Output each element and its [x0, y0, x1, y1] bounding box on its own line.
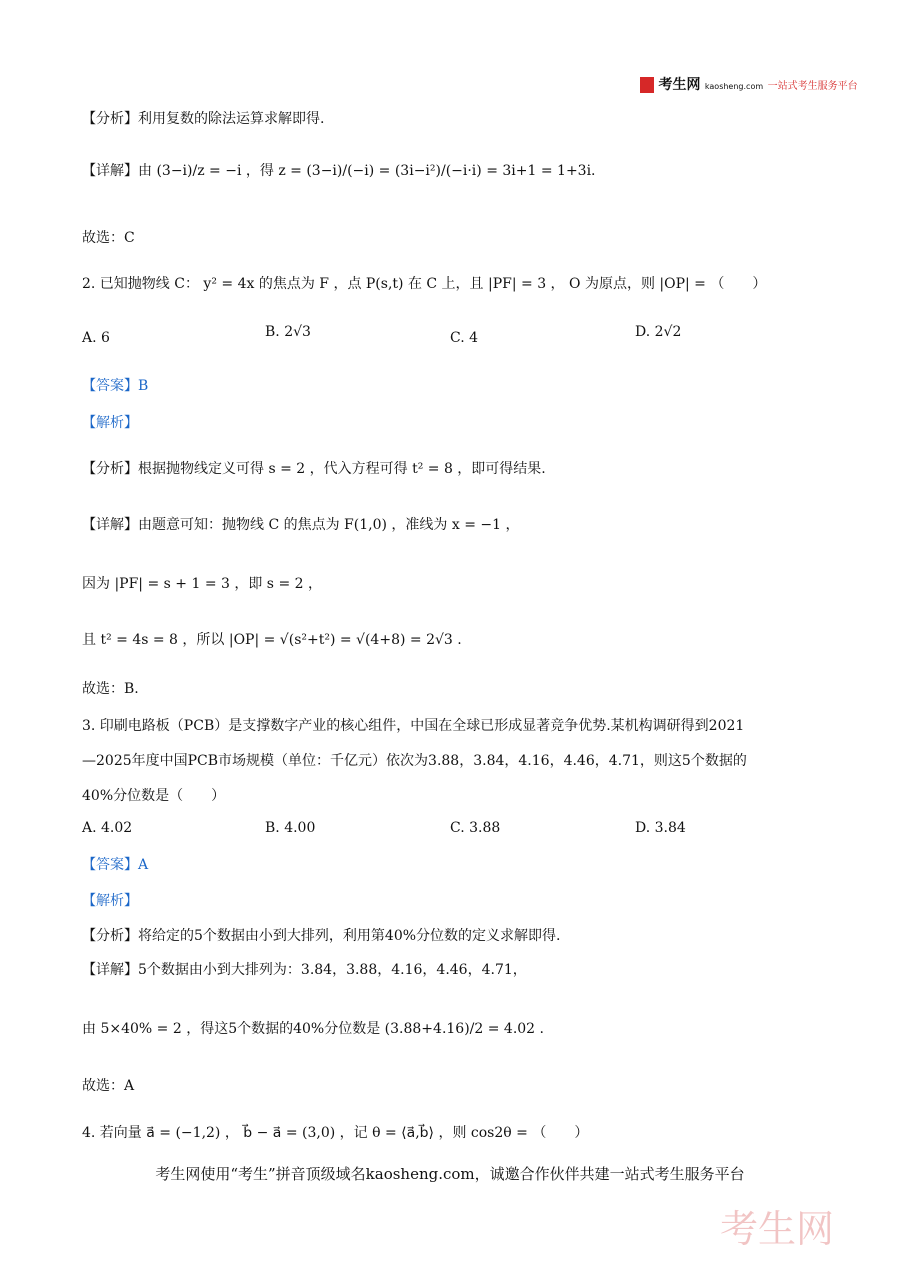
q2-analysis: 【分析】根据抛物线定义可得 s = 2 ，代入方程可得 t² = 8 ，即可得结果. — [82, 461, 546, 477]
logo-en: kaosheng.com — [704, 82, 764, 91]
q2-detail-1: 【详解】由题意可知：抛物线 C 的焦点为 F(1,0) ，准线为 x = −1 ， — [82, 517, 520, 533]
q3-line-2: —2025年度中国PCB市场规模（单位：千亿元）依次为3.88，3.84，4.16，4.46，4.71，则这5个数据的 — [82, 753, 747, 769]
q3-detail-2: 由 5×40% = 2 ，得这5个数据的40%分位数是 (3.88+4.16)/2 = 4.02 . — [82, 1021, 544, 1037]
q2-option-a: A. 6 — [82, 330, 110, 346]
question-2: 2. 已知抛物线 C： y² = 4x 的焦点为 F ，点 P(s,t) 在 C 上，且 |PF| = 3 ， O 为原点，则 |OP| = （ ） — [82, 276, 767, 292]
q3-answer-tag: 【答案】A — [82, 857, 149, 873]
q3-option-d: D. 3.84 — [635, 820, 686, 836]
q2-answer-tag: 【答案】B — [82, 378, 149, 394]
q3-option-a: A. 4.02 — [82, 820, 133, 836]
q2-option-d: D. 2√2 — [635, 324, 682, 340]
q3-choice: 故选：A — [82, 1078, 135, 1094]
q3-option-b: B. 4.00 — [265, 820, 316, 836]
q3-line-3: 40%分位数是（ ） — [82, 788, 226, 804]
logo-mark-icon — [640, 77, 654, 93]
q3-analysis: 【分析】将给定的5个数据由小到大排列，利用第40%分位数的定义求解即得. — [82, 928, 561, 944]
q3-line-1: 3. 印刷电路板（PCB）是支撑数字产业的核心组件，中国在全球已形成显著竞争优势.某机构调研得到2021 — [82, 718, 745, 734]
analysis-line: 【分析】利用复数的除法运算求解即得. — [82, 111, 325, 127]
q2-detail-2: 因为 |PF| = s + 1 = 3 ，即 s = 2 ， — [82, 576, 322, 592]
q3-solution-tag: 【解析】 — [82, 893, 138, 909]
detail-line: 【详解】由 (3−i)/z = −i ，得 z = (3−i)/(−i) = (3i−i²)/(−i·i) = 3i+1 = 1+3i. — [82, 163, 596, 179]
watermark: 考生网 — [720, 1207, 835, 1251]
q3-detail-1: 【详解】5个数据由小到大排列为：3.84，3.88，4.16，4.46，4.71， — [82, 962, 527, 978]
q2-option-c: C. 4 — [450, 330, 479, 346]
answer-line: 故选：C — [82, 230, 135, 246]
q3-option-c: C. 3.88 — [450, 820, 501, 836]
logo-slogan: 一站式考生服务平台 — [767, 81, 858, 92]
q2-solution-tag: 【解析】 — [82, 415, 138, 431]
question-4: 4. 若向量 a⃗ = (−1,2) ， b⃗ − a⃗ = (3,0) ，记 θ = ⟨a⃗,b⃗⟩ ，则 cos2θ = （ ） — [82, 1125, 589, 1141]
q2-option-b: B. 2√3 — [265, 324, 311, 340]
logo-cn: 考生网 — [658, 77, 701, 93]
q2-detail-3: 且 t² = 4s = 8 ，所以 |OP| = √(s²+t²) = √(4+8) = 2√3 . — [82, 632, 462, 648]
q2-choice: 故选：B. — [82, 681, 139, 697]
page-footer: 考生网使用“考生”拼音顶级域名kaosheng.com，诚邀合作伙伴共建一站式考生服务平台 — [155, 1165, 745, 1183]
site-logo[interactable] — [640, 74, 858, 94]
